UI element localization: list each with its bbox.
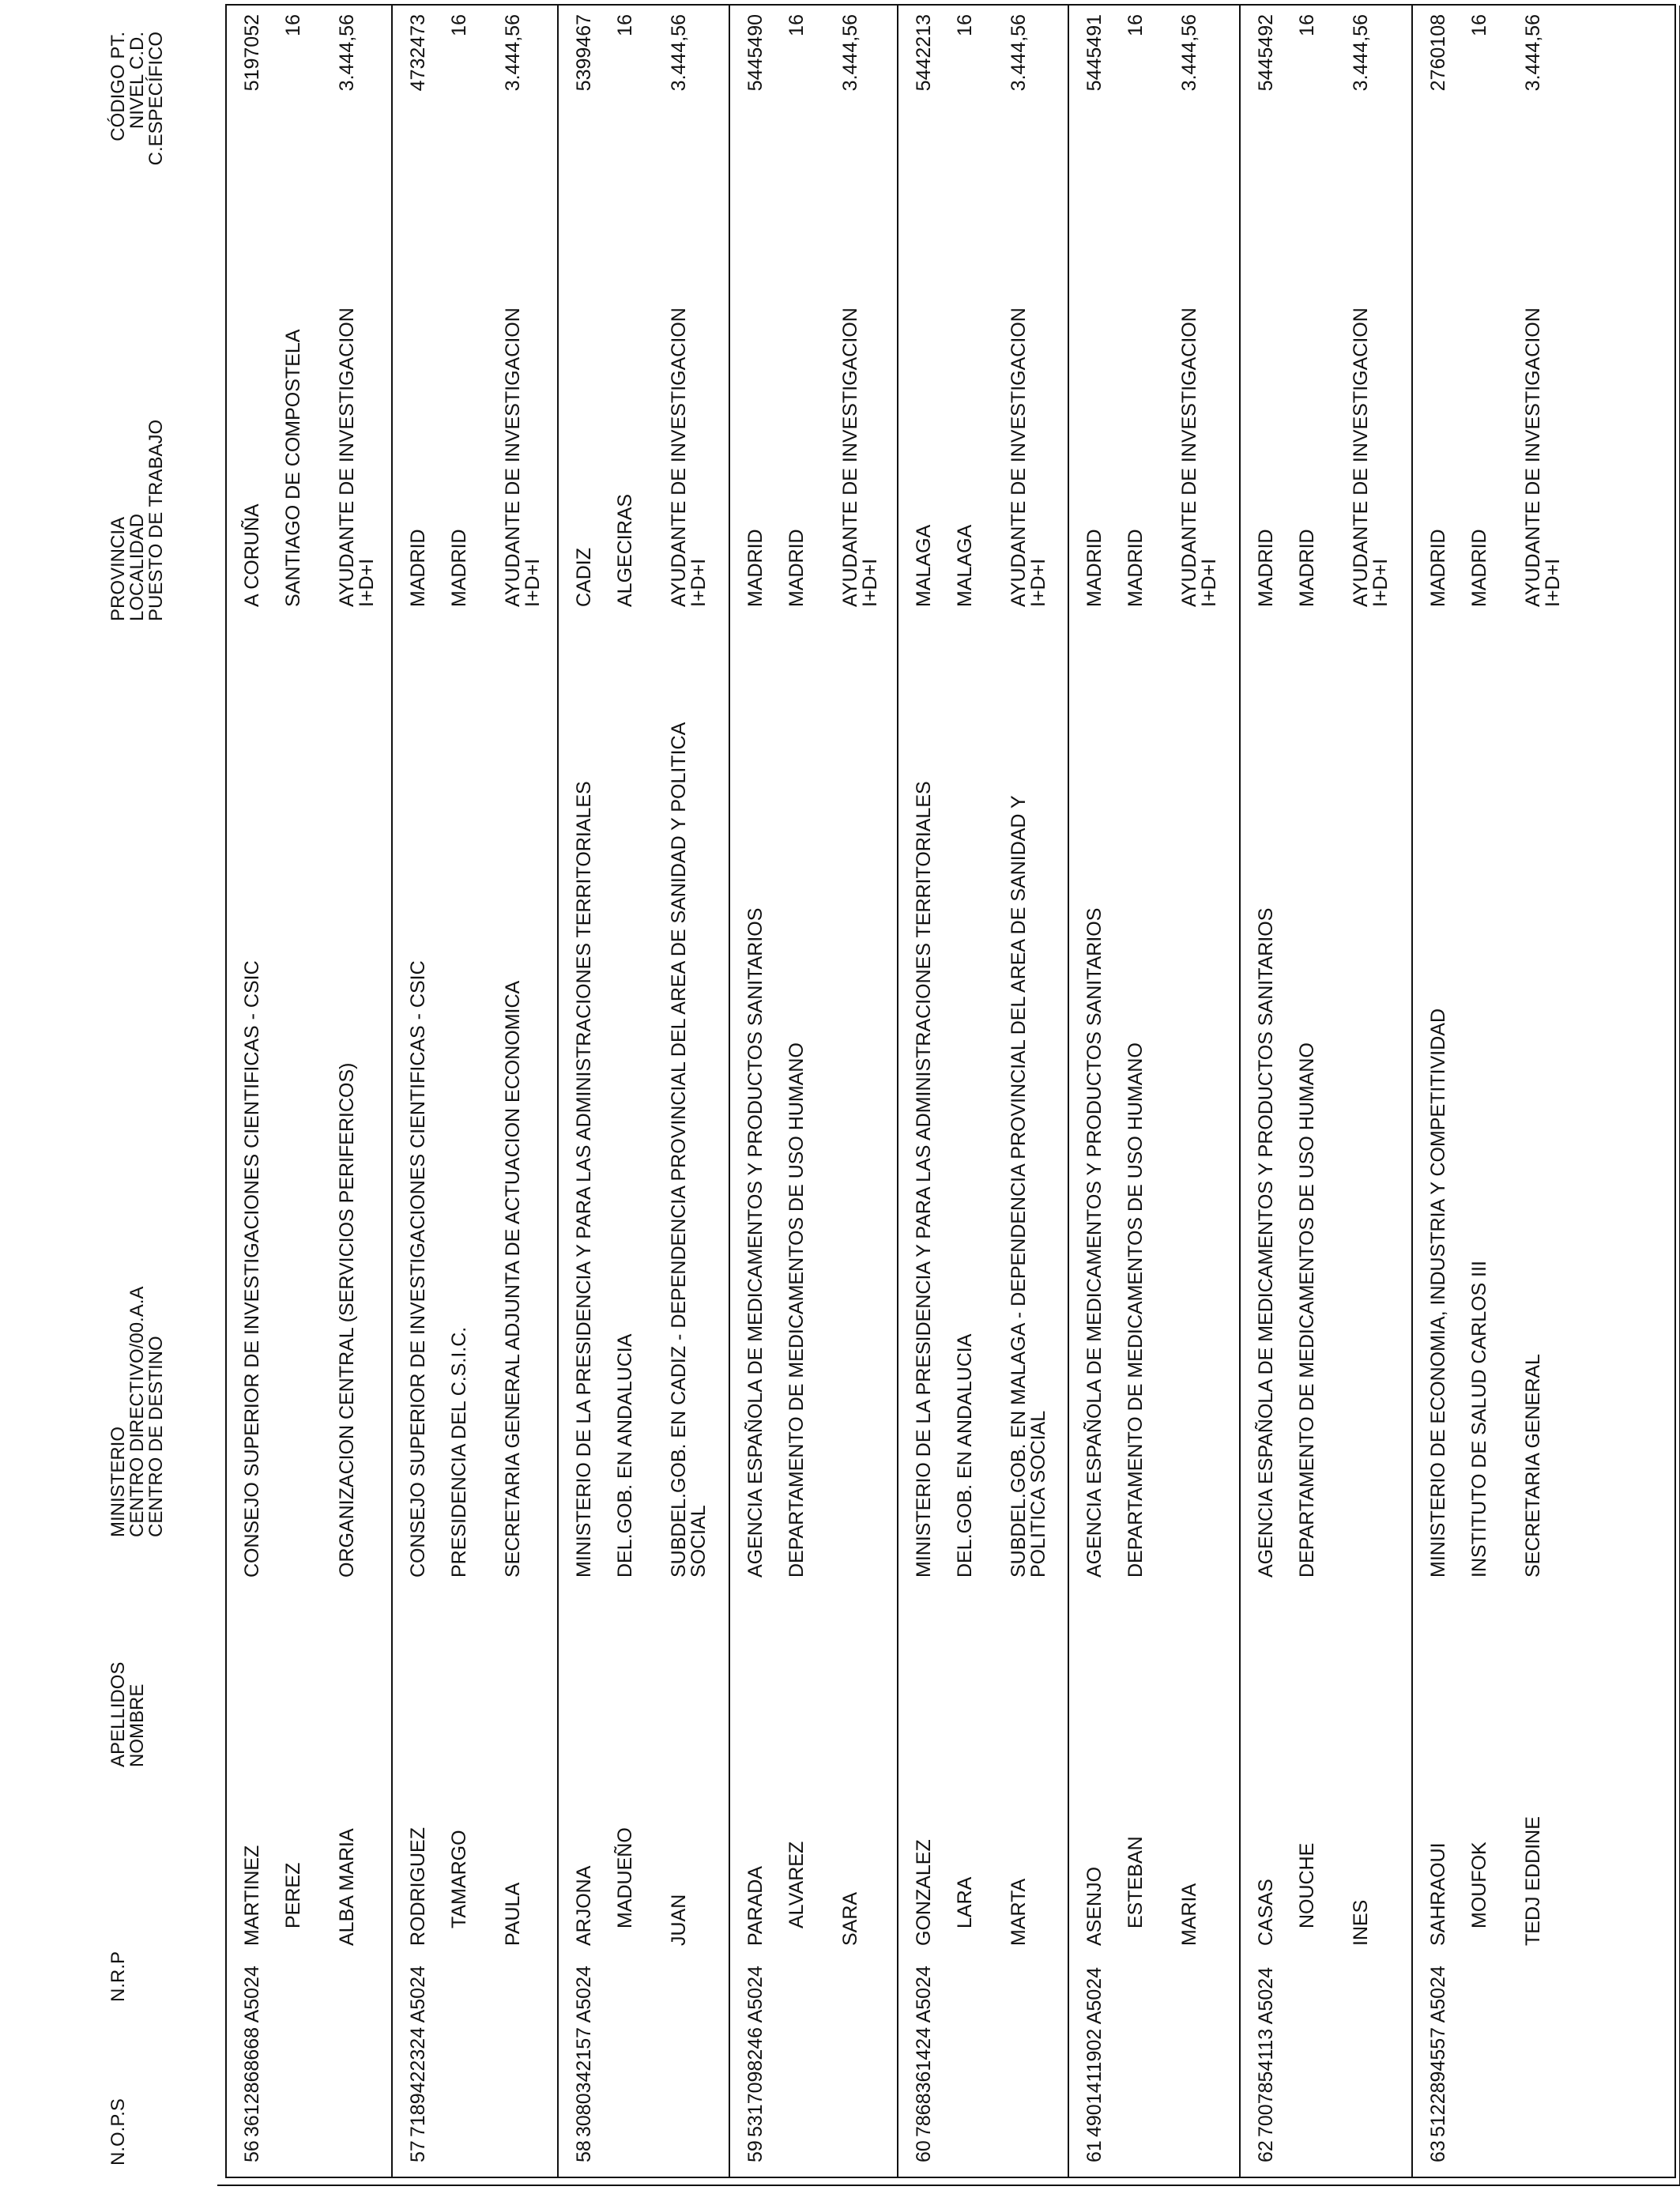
first-surname: MARTINEZ xyxy=(241,1845,263,1946)
directive-center: DEL.GOB. EN ANDALUCIA xyxy=(954,1333,976,1578)
nrp-cell: 5317098246 A5024 xyxy=(744,1966,767,2137)
second-surname: MADUEÑO xyxy=(614,1827,636,1928)
job-position: AYUDANTE DE INVESTIGACION I+D+I xyxy=(1008,307,1049,607)
second-surname: LARA xyxy=(954,1876,976,1928)
first-surname: PARADA xyxy=(744,1866,767,1946)
specific-complement: 3.444,56 xyxy=(336,14,358,92)
record-block xyxy=(1069,6,1241,2177)
ministry-name: AGENCIA ESPAÑOLA DE MEDICAMENTOS Y PRODUCTOS SANITARIOS xyxy=(1083,907,1106,1578)
specific-complement: 3.444,56 xyxy=(1178,14,1200,92)
province: MADRID xyxy=(1427,529,1449,607)
position-code: 5197052 xyxy=(241,14,263,92)
province: MADRID xyxy=(1255,529,1277,607)
job-position: AYUDANTE DE INVESTIGACION I+D+I xyxy=(502,307,544,607)
first-name: MARIA xyxy=(1178,1883,1200,1946)
record-block xyxy=(1413,6,1674,2177)
job-position: AYUDANTE DE INVESTIGACION I+D+I xyxy=(1350,307,1392,607)
directive-center: INSTITUTO DE SALUD CARLOS III xyxy=(1468,1260,1490,1578)
second-surname: PEREZ xyxy=(282,1862,304,1928)
first-name: PAULA xyxy=(502,1882,524,1946)
nops-cell: 63 xyxy=(1427,2140,1449,2162)
record-block xyxy=(898,6,1069,2177)
job-position: AYUDANTE DE INVESTIGACION I+D+I xyxy=(668,307,710,607)
specific-complement: 3.444,56 xyxy=(1350,14,1372,92)
record-block xyxy=(393,6,559,2177)
nops-cell: 59 xyxy=(744,2140,767,2162)
second-surname: ALVAREZ xyxy=(785,1841,808,1928)
header-nrp: N.R.P xyxy=(107,1951,129,2002)
ministry-name: MINISTERIO DE LA PRESIDENCIA Y PARA LAS ADMINISTRACIONES TERRITORIALES xyxy=(573,781,595,1578)
header-apellidos: APELLIDOS NOMBRE xyxy=(107,1661,148,1767)
position-code: 5442213 xyxy=(913,14,935,92)
position-code: 5445490 xyxy=(744,14,767,92)
nrp-cell: 3612868668 A5024 xyxy=(241,1966,263,2137)
nops-cell: 61 xyxy=(1083,2140,1106,2162)
job-position: AYUDANTE DE INVESTIGACION I+D+I xyxy=(839,307,881,607)
record-block xyxy=(1241,6,1413,2177)
header-provincia: PROVINCIA LOCALIDAD PUESTO DE TRABAJO xyxy=(107,419,167,621)
province: CADIZ xyxy=(573,548,595,607)
position-code: 5399467 xyxy=(573,14,595,92)
specific-complement: 3.444,56 xyxy=(839,14,861,92)
ministry-name: MINISTERIO DE LA PRESIDENCIA Y PARA LAS ADMINISTRACIONES TERRITORIALES xyxy=(913,781,935,1578)
nrp-cell: 5122894557 A5024 xyxy=(1427,1966,1449,2137)
first-surname: ASENJO xyxy=(1083,1866,1106,1946)
locality: MALAGA xyxy=(954,524,976,607)
first-name: INES xyxy=(1350,1899,1372,1946)
ministry-name: CONSEJO SUPERIOR DE INVESTIGACIONES CIENTIFICAS - CSIC xyxy=(407,960,429,1578)
directive-center: DEPARTAMENTO DE MEDICAMENTOS DE USO HUMANO xyxy=(1296,1042,1318,1578)
records-table xyxy=(225,4,1676,2178)
first-surname: ARJONA xyxy=(573,1865,595,1946)
nrp-cell: 7189422324 A5024 xyxy=(407,1966,429,2137)
header-ministerio: MINISTERIO CENTRO DIRECTIVO/00.A.A CENTRO DE DESTINO xyxy=(107,1286,167,1537)
level-cd: 16 xyxy=(785,14,808,36)
nrp-cell: 7868361424 A5024 xyxy=(913,1966,935,2137)
nops-cell: 57 xyxy=(407,2140,429,2162)
second-surname: NOUCHE xyxy=(1296,1842,1318,1928)
specific-complement: 3.444,56 xyxy=(668,14,690,92)
second-surname: MOUFOK xyxy=(1468,1842,1490,1928)
locality: MADRID xyxy=(1124,529,1147,607)
destination-center: SECRETARIA GENERAL ADJUNTA DE ACTUACION ECONOMICA xyxy=(502,980,524,1578)
job-position: AYUDANTE DE INVESTIGACION I+D+I xyxy=(1178,307,1220,607)
job-position: AYUDANTE DE INVESTIGACION I+D+I xyxy=(1522,307,1564,607)
first-name: SARA xyxy=(839,1891,861,1946)
position-code: 5445491 xyxy=(1083,14,1106,92)
first-surname: SAHRAOUI xyxy=(1427,1842,1449,1946)
locality: MADRID xyxy=(1296,529,1318,607)
record-block xyxy=(559,6,730,2177)
directive-center: DEL.GOB. EN ANDALUCIA xyxy=(614,1333,636,1578)
province: A CORUÑA xyxy=(241,503,263,607)
position-code: 5445492 xyxy=(1255,14,1277,92)
locality: SANTIAGO DE COMPOSTELA xyxy=(282,329,304,607)
nrp-cell: 4901411902 A5024 xyxy=(1083,1966,1106,2137)
province: MALAGA xyxy=(913,524,935,607)
locality: ALGECIRAS xyxy=(614,493,636,607)
header-nops: N.O.P.S xyxy=(107,2098,129,2166)
locality: MADRID xyxy=(448,529,470,607)
second-surname: ESTEBAN xyxy=(1124,1836,1147,1928)
locality: MADRID xyxy=(1468,529,1490,607)
position-code: 2760108 xyxy=(1427,14,1449,92)
destination-center: SECRETARIA GENERAL xyxy=(1522,1354,1544,1578)
record-block xyxy=(730,6,898,2177)
ministry-name: AGENCIA ESPAÑOLA DE MEDICAMENTOS Y PRODUCTOS SANITARIOS xyxy=(744,907,767,1578)
province: MADRID xyxy=(744,529,767,607)
destination-center: ORGANIZACION CENTRAL (SERVICIOS PERIFERICOS) xyxy=(336,1062,358,1578)
header-codigo: CÓDIGO PT. NIVEL C.D. C.ESPECÍFICO xyxy=(107,32,167,166)
level-cd: 16 xyxy=(1468,14,1490,36)
province: MADRID xyxy=(407,529,429,607)
first-name: JUAN xyxy=(668,1894,690,1946)
second-surname: TAMARGO xyxy=(448,1830,470,1928)
specific-complement: 3.444,56 xyxy=(1008,14,1030,92)
job-position: AYUDANTE DE INVESTIGACION I+D+I xyxy=(336,307,378,607)
ministry-name: CONSEJO SUPERIOR DE INVESTIGACIONES CIENTIFICAS - CSIC xyxy=(241,960,263,1578)
nops-cell: 60 xyxy=(913,2140,935,2162)
first-name: ALBA MARIA xyxy=(336,1828,358,1946)
destination-center: SUBDEL.GOB. EN CADIZ - DEPENDENCIA PROVINCIAL DEL AREA DE SANIDAD Y POLITICA SOCIAL xyxy=(668,723,710,1578)
first-surname: CASAS xyxy=(1255,1879,1277,1946)
nrp-cell: 7007854113 A5024 xyxy=(1255,1966,1277,2137)
destination-center: SUBDEL.GOB. EN MALAGA - DEPENDENCIA PROVINCIAL DEL AREA DE SANIDAD Y POLITICA SOCIAL xyxy=(1008,795,1049,1578)
nops-cell: 58 xyxy=(573,2140,595,2162)
nops-cell: 62 xyxy=(1255,2140,1277,2162)
record-block xyxy=(227,6,393,2177)
level-cd: 16 xyxy=(1124,14,1147,36)
level-cd: 16 xyxy=(614,14,636,36)
first-name: MARTA xyxy=(1008,1878,1030,1946)
specific-complement: 3.444,56 xyxy=(1522,14,1544,92)
level-cd: 16 xyxy=(1296,14,1318,36)
first-surname: GONZALEZ xyxy=(913,1839,935,1946)
directive-center: PRESIDENCIA DEL C.S.I.C. xyxy=(448,1326,470,1578)
first-surname: RODRIGUEZ xyxy=(407,1827,429,1946)
level-cd: 16 xyxy=(448,14,470,36)
position-code: 4732473 xyxy=(407,14,429,92)
nrp-cell: 3080342157 A5024 xyxy=(573,1966,595,2137)
specific-complement: 3.444,56 xyxy=(502,14,524,92)
ministry-name: AGENCIA ESPAÑOLA DE MEDICAMENTOS Y PRODUCTOS SANITARIOS xyxy=(1255,907,1277,1578)
province: MADRID xyxy=(1083,529,1106,607)
ministry-name: MINISTERIO DE ECONOMIA, INDUSTRIA Y COMPETITIVIDAD xyxy=(1427,1008,1449,1578)
nops-cell: 56 xyxy=(241,2140,263,2162)
directive-center: DEPARTAMENTO DE MEDICAMENTOS DE USO HUMANO xyxy=(1124,1042,1147,1578)
level-cd: 16 xyxy=(954,14,976,36)
locality: MADRID xyxy=(785,529,808,607)
level-cd: 16 xyxy=(282,14,304,36)
first-name: TEDJ EDDINE xyxy=(1522,1816,1544,1946)
directive-center: DEPARTAMENTO DE MEDICAMENTOS DE USO HUMANO xyxy=(785,1042,808,1578)
